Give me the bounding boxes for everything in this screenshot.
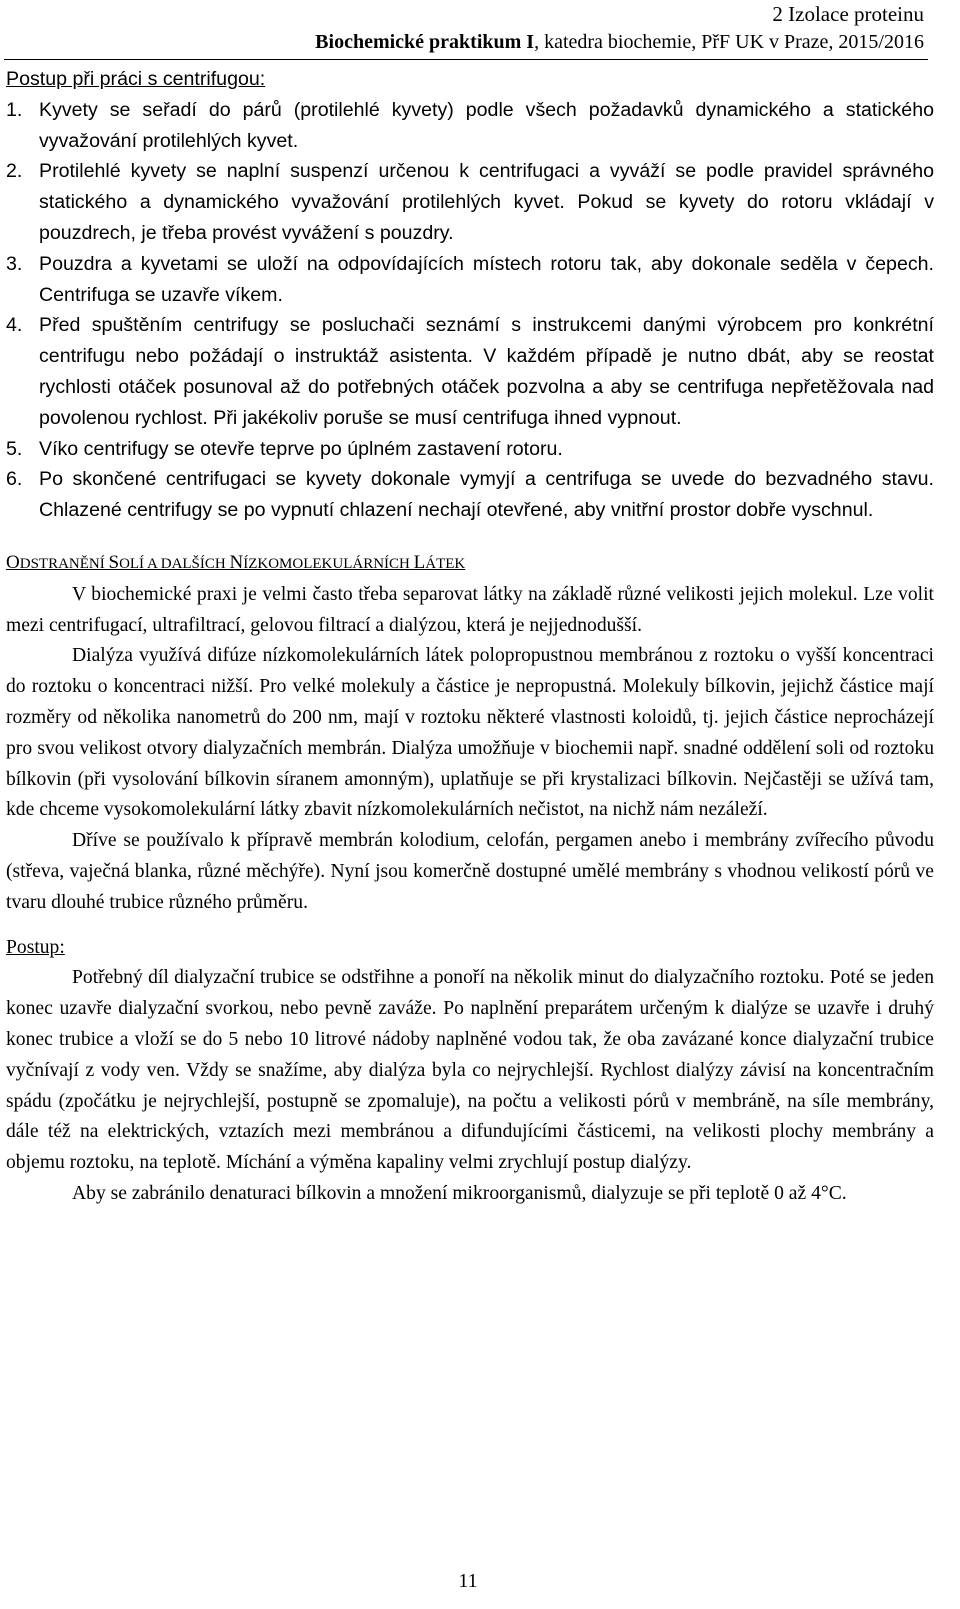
list-item-number: 1.: [6, 98, 23, 121]
list-item-number: 3.: [6, 252, 23, 275]
body-paragraph: Dialýza využívá difúze nízkomolekulárních látek polopropustnou membránou z roztoku o vyšší koncentraci do roztoku o koncentraci nižší. Pro velké molekuly a částice je nepropustná. Molekuly bílkovin, jejichž částice mají rozměry od několika nanometrů do 200 nm, mají v roztoku některé vlastnosti koloidů, tj. jejich částice neprocházejí pro svou velikost otvory dialyzačních membrán. Dialýza umožňuje v biochemii např. snadné oddělení soli od roztoku bílkovin (při vysolování bílkovin síranem amonným), uplatňuje se při krystalizaci bílkovin. Nejčastěji se užívá tam, kde chceme vysokomolekulární látky zbavit nízkomolekulárních nečistot, na nichž nám nezáleží.: [6, 645, 934, 821]
list-item-text: Víko centrifugy se otevře teprve po úplném zastavení rotoru.: [39, 437, 563, 460]
body-paragraph: Potřebný díl dialyzační trubice se odstřihne a ponoří na několik minut do dialyzačního roztoku. Poté se jeden konec uzavře dialyzační svorkou, nebo pevně zaváže. Po naplnění preparátem určeným k dialýze se uzavře i druhý konec trubice a vloží se do 5 nebo 10 litrové nádoby naplněné vodou tak, že oba zavázané konce dialyzační trubice vyčnívají z vody ven. Vždy se snažíme, aby dialýza byla co nejrychlejší. Rychlost dialýzy závisí na koncentračním spádu (zpočátku je nejrychlejší, postupně se zpomaluje), na počtu a velikosti pórů v membráně, na síle membrány, dále též na elektrických, vztazích mezi membránou a difundujícími částicemi, na velikosti plochy membrány a objemu roztoku, na teplotě. Míchání a výměna kapaliny velmi zrychlují postup dialýzy.: [6, 967, 934, 1174]
page-number: 11: [458, 1570, 478, 1592]
header-course-title: Biochemické praktikum I: [315, 31, 535, 53]
list-item-text: Po skončené centrifugaci se kyvety dokonale vymyjí a centrifuga se uvede do bezvadného stavu. Chlazené centrifugy se po vypnutí chlazení nechají otevřené, aby vnitřní prostor dobře vyschnul.: [39, 468, 934, 522]
section-title-small: ÍZKOMOLEKULÁRNÍCH: [243, 555, 414, 572]
section-title: [6, 548, 934, 580]
list-item: [6, 434, 934, 465]
list-item-text: Pouzdra a kyvetami se uloží na odpovídajících místech rotoru tak, aby dokonale seděla v čepech. Centrifuga se uzavře víkem.: [39, 252, 934, 306]
running-header: [315, 0, 924, 56]
postup-heading: Postup:: [6, 936, 65, 958]
list-item: [6, 156, 934, 248]
section-title-cap: L: [413, 551, 426, 573]
body-paragraph: Aby se zabránilo denaturaci bílkovin a množení mikroorganismů, dialyzuje se při teplotě 0 až 4°C.: [72, 1182, 847, 1204]
section-title-small: ÁTEK: [425, 555, 466, 572]
section-title-cap: S: [108, 551, 120, 573]
list-item-number: 2.: [6, 160, 23, 183]
centrifuge-procedure: [6, 64, 934, 526]
header-chapter: 2 Izolace proteinu: [772, 2, 924, 26]
list-item: [6, 310, 934, 433]
list-item: [6, 464, 934, 526]
section-title-small: OLÍ A DALŠÍCH: [119, 555, 230, 572]
list-item: [6, 249, 934, 311]
list-item: [6, 95, 934, 157]
header-course: [315, 28, 924, 56]
list-item-number: 5.: [6, 437, 23, 460]
body-paragraph: Dříve se používalo k přípravě membrán kolodium, celofán, pergamen anebo i membrány zvířecího původu (střeva, vaječná blanka, různé měchýře). Nyní jsou komerčně dostupné umělé membrány s vhodnou velikostí pórů ve tvaru dlouhé trubice různého průměru.: [6, 830, 934, 913]
section-title-small: DSTRANĚNÍ: [19, 555, 109, 572]
section-title-cap: N: [229, 551, 244, 573]
section-title-cap: O: [6, 551, 20, 573]
list-item-text: Kyvety se seřadí do párů (protilehlé kyvety) podle všech požadavků dynamického a statického vyvažování protilehlých kyvet.: [39, 98, 934, 152]
list-item-number: 6.: [6, 468, 23, 491]
body-paragraph: V biochemické praxi je velmi často třeba separovat látky na základě různé velikosti jejich molekul. Lze volit mezi centrifugací, ultrafiltrací, gelovou filtrací a dialýzou, která je nejjednodušší.: [6, 583, 934, 636]
centrifuge-heading: Postup při práci s centrifugou:: [6, 68, 266, 90]
list-item-text: Protilehlé kyvety se naplní suspenzí určenou k centrifugaci a vyváží se podle pravidel správného statického a dynamického vyvažování protilehlých kyvet. Pokud se kyvety do rotoru vkládají v pouzdrech, je třeba provést vyvážení s pouzdry.: [39, 160, 934, 244]
header-course-details: , katedra biochemie, PřF UK v Praze, 2015/2016: [534, 31, 924, 53]
header-rule: [4, 59, 928, 60]
list-item-number: 4.: [6, 314, 23, 337]
list-item-text: Před spuštěním centrifugy se posluchači seznámí s instrukcemi danými výrobcem pro konkrétní centrifugu nebo požádají o instruktáž asistenta. V každém případě je nutno dbát, aby se reostat rychlosti otáček posunoval až do potřebných otáček pozvolna a aby se centrifuga nepřetěžovala nad povolenou rychlost. Při jakékoliv poruše se musí centrifuga ihned vypnout.: [39, 314, 934, 429]
page-content: [6, 64, 934, 1210]
